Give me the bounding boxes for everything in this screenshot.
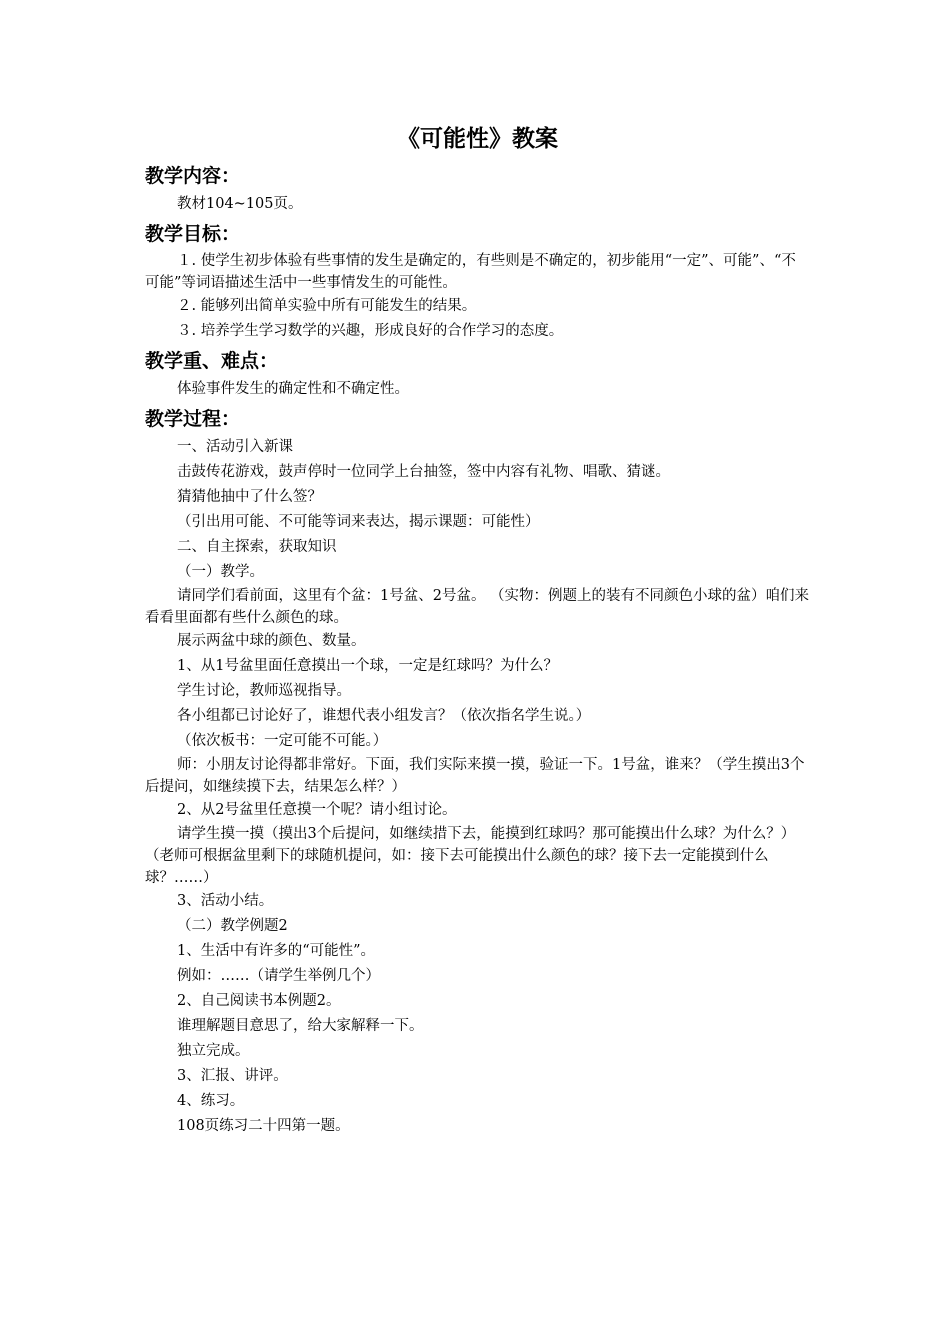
heading-teaching-goals: 教学目标： [145, 223, 241, 245]
process-paragraph: （依次板书：一定可能不可能。） [177, 733, 388, 749]
document-page [145, 122, 810, 1139]
paragraph-key-points: 体验事件发生的确定性和不确定性。 [177, 381, 409, 397]
process-paragraph: 请学生摸一摸（摸出3个后提问，如继续措下去，能摸到红球吗？那可能摸出什么球？为什么？）（老师可根据盆里剩下的球随机提问，如：接下去可能摸出什么颜色的球？接下去一定能摸到什么球？……） [145, 826, 796, 886]
heading-teaching-process: 教学过程： [145, 408, 241, 430]
process-paragraph: 各小组都已讨论好了，谁想代表小组发言？（依次指名学生说。） [177, 708, 591, 724]
process-paragraph: 108页练习二十四第一题。 [177, 1118, 350, 1134]
process-paragraph: 3、活动小结。 [177, 893, 274, 909]
process-paragraph: （一）教学。 [177, 564, 264, 580]
process-paragraph: 二、自主探索，获取知识 [177, 539, 337, 555]
process-paragraph: 4、练习。 [177, 1093, 245, 1109]
process-paragraph: 1、生活中有许多的“可能性”。 [177, 943, 376, 959]
process-paragraph: 独立完成。 [177, 1043, 250, 1059]
process-paragraph: 学生讨论，教师巡视指导。 [177, 683, 351, 699]
process-paragraph: 2、从2号盆里任意摸一个呢？请小组讨论。 [177, 802, 457, 818]
process-paragraph: 谁理解题目意思了，给大家解释一下。 [177, 1018, 424, 1034]
paragraph-content: 教材104~105页。 [177, 196, 303, 212]
process-paragraph: 一、活动引入新课 [177, 439, 293, 455]
heading-key-points: 教学重、难点： [145, 350, 279, 372]
process-paragraph: 例如：……（请学生举例几个） [177, 968, 380, 984]
process-paragraph: 师：小朋友讨论得都非常好。下面，我们实际来摸一摸，验证一下。1号盆，谁来？（学生摸出3个后提问，如继续摸下去，结果怎么样？） [145, 757, 805, 795]
process-paragraph: 猜猜他抽中了什么签？ [177, 489, 322, 505]
process-paragraph: 展示两盆中球的颜色、数量。 [177, 633, 366, 649]
heading-teaching-content: 教学内容： [145, 165, 241, 187]
goal-item: ２. 能够列出简单实验中所有可能发生的结果。 [177, 298, 477, 314]
process-paragraph: 击鼓传花游戏，鼓声停时一位同学上台抽签，签中内容有礼物、唱歌、猜谜。 [177, 464, 670, 480]
process-paragraph: 2、自己阅读书本例题2。 [177, 993, 341, 1009]
process-paragraph: 1、从1号盆里面任意摸出一个球，一定是红球吗？为什么？ [177, 658, 558, 674]
process-paragraph: （引出用可能、不可能等词来表达，揭示课题：可能性） [177, 514, 540, 530]
document-title: 《可能性》教案 [397, 125, 558, 152]
goal-item: １. 使学生初步体验有些事情的发生是确定的，有些则是不确定的，初步能用“一定”、可能”、“不可能”等词语描述生活中一些事情发生的可能性。 [145, 253, 796, 291]
process-paragraph: （二）教学例题2 [177, 918, 288, 934]
process-paragraph: 3、汇报、讲评。 [177, 1068, 288, 1084]
goal-item: ３. 培养学生学习数学的兴趣，形成良好的合作学习的态度。 [177, 323, 564, 339]
process-paragraph: 请同学们看前面，这里有个盆：1号盆、2号盆。 （实物：例题上的装有不同颜色小球的盆）咱们来看看里面都有些什么颜色的球。 [145, 588, 810, 626]
